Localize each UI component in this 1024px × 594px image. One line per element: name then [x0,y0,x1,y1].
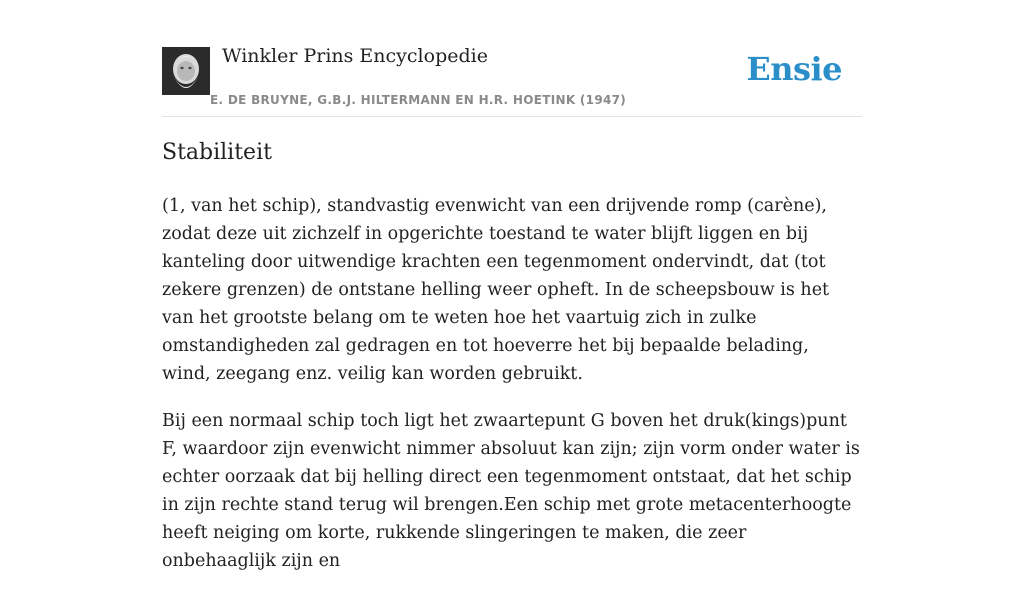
author-portrait-icon [162,47,210,95]
author-avatar [162,47,210,95]
entry-title: Stabiliteit [162,140,272,165]
entry-body [162,192,862,594]
entry-paragraph: Bij een normaal schip toch ligt het zwaartepunt G boven het druk(kings)punt F, waardoor zijn evenwicht nimmer absoluut kan zijn; zijn vorm onder water is echter oorzaak dat bij helling direct een tegenmoment ontstaat, dat het schip in zijn rechte stand terug wil brengen.Een schip met grote metacenterhoogte heeft neiging om korte, rukkende slingeringen te maken, die zeer onbehaaglijk zijn en [162,411,860,571]
source-title[interactable]: Winkler Prins Encyclopedie [222,45,488,67]
ensie-logo[interactable]: Ensie [746,50,842,88]
entry-paragraph: (1, van het schip), standvastig evenwicht van een drijvende romp (carène), zodat deze uit zichzelf in opgerichte toestand te water blijft liggen en bij kanteling door uitwendige krachten een tegenmoment ondervindt, dat (tot zekere grenzen) de ontstane helling weer opheft. In de scheepsbouw is het van het grootste belang om te weten hoe het vaartuig zich in zulke omstandigheden zal gedragen en tot hoeverre het bij bepaalde belading, wind, zeegang enz. veilig kan worden gebruikt. [162,196,830,384]
source-header [162,40,862,117]
source-authors: E. DE BRUYNE, G.B.J. HILTERMANN EN H.R. HOETINK (1947) [210,93,627,107]
